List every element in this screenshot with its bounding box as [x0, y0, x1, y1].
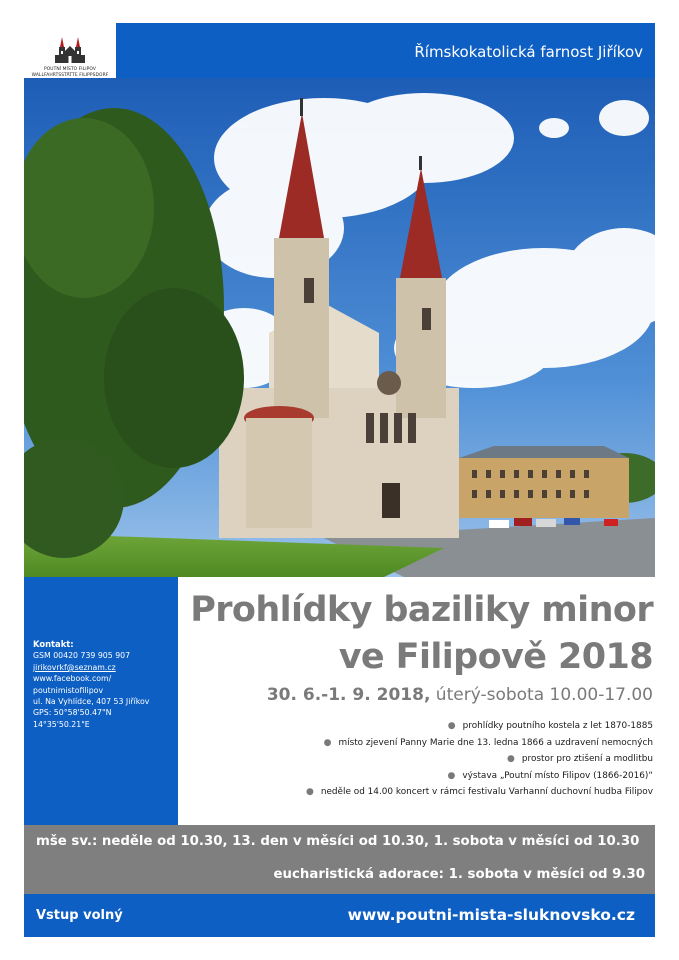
main-title-line2: ve Filipově 2018 — [338, 637, 653, 677]
bullet-icon: ● — [305, 787, 314, 798]
mass-schedule: mše sv.: neděle od 10.30, 13. den v měsíci od 10.30, 1. sobota v měsíci od 10.30 — [36, 834, 640, 849]
bullet-icon: ● — [447, 721, 456, 731]
contact-block — [33, 639, 177, 730]
logo — [24, 23, 116, 78]
list-item: ● prohlídky poutního kostela z let 1870-1885 — [447, 721, 653, 731]
dates-line — [267, 685, 653, 705]
list-item: ● místo zjevení Panny Marie dne 13. ledna 1866 a uzdravení nemocných — [323, 737, 653, 748]
dates-hours: úterý-sobota 10.00-17.00 — [430, 685, 653, 705]
contact-facebook-line1[interactable]: www.facebook.com/ — [33, 674, 112, 684]
main-title-line1: Prohlídky baziliky minor — [190, 590, 653, 630]
contact-heading: Kontakt: — [33, 639, 74, 649]
contact-phone: GSM 00420 739 905 907 — [33, 651, 131, 661]
contact-address: ul. Na Vyhlídce, 407 53 Jiříkov — [33, 697, 150, 707]
basilica-logo-icon — [50, 35, 90, 65]
basilica-photo — [24, 78, 655, 577]
bullet-icon: ● — [507, 754, 515, 765]
basilica-illustration — [24, 78, 655, 577]
contact-gps-lat: GPS: 50°58'50.47"N — [33, 708, 112, 718]
feature-list — [233, 718, 653, 801]
logo-text-line1: POUTNÍ MÍSTO FILIPOV — [44, 67, 96, 73]
adoration-schedule: eucharistická adorace: 1. sobota v měsíci od 9.30 — [273, 867, 645, 882]
list-item: ● výstava „Poutní místo Filipov (1866-2016)“ — [447, 770, 653, 781]
contact-facebook-line2[interactable]: poutnimistofilipov — [33, 685, 104, 695]
main-title — [183, 587, 653, 681]
list-item: ● neděle od 14.00 koncert v rámci festivalu Varhanní duchovní hudba Filipov — [305, 787, 653, 798]
contact-email-link[interactable]: jirikovrkf@seznam.cz — [33, 662, 116, 672]
website-link[interactable]: www.poutni-mista-sluknovsko.cz — [347, 906, 635, 924]
list-item: ● prostor pro ztišení a modlitbu — [507, 754, 653, 765]
parish-title: Římskokatolická farnost Jiříkov — [414, 43, 643, 61]
free-entry-label: Vstup volný — [36, 908, 123, 923]
contact-gps-lon: 14°35'50.21"E — [33, 719, 90, 729]
bullet-icon: ● — [323, 737, 332, 748]
bullet-icon: ● — [447, 770, 456, 781]
header-band — [116, 23, 655, 78]
dates-range: 30. 6.-1. 9. 2018, — [266, 685, 431, 705]
logo-text-line2: WALLFAHRTSSTÄTTE FILIPPSDORF — [31, 72, 109, 78]
